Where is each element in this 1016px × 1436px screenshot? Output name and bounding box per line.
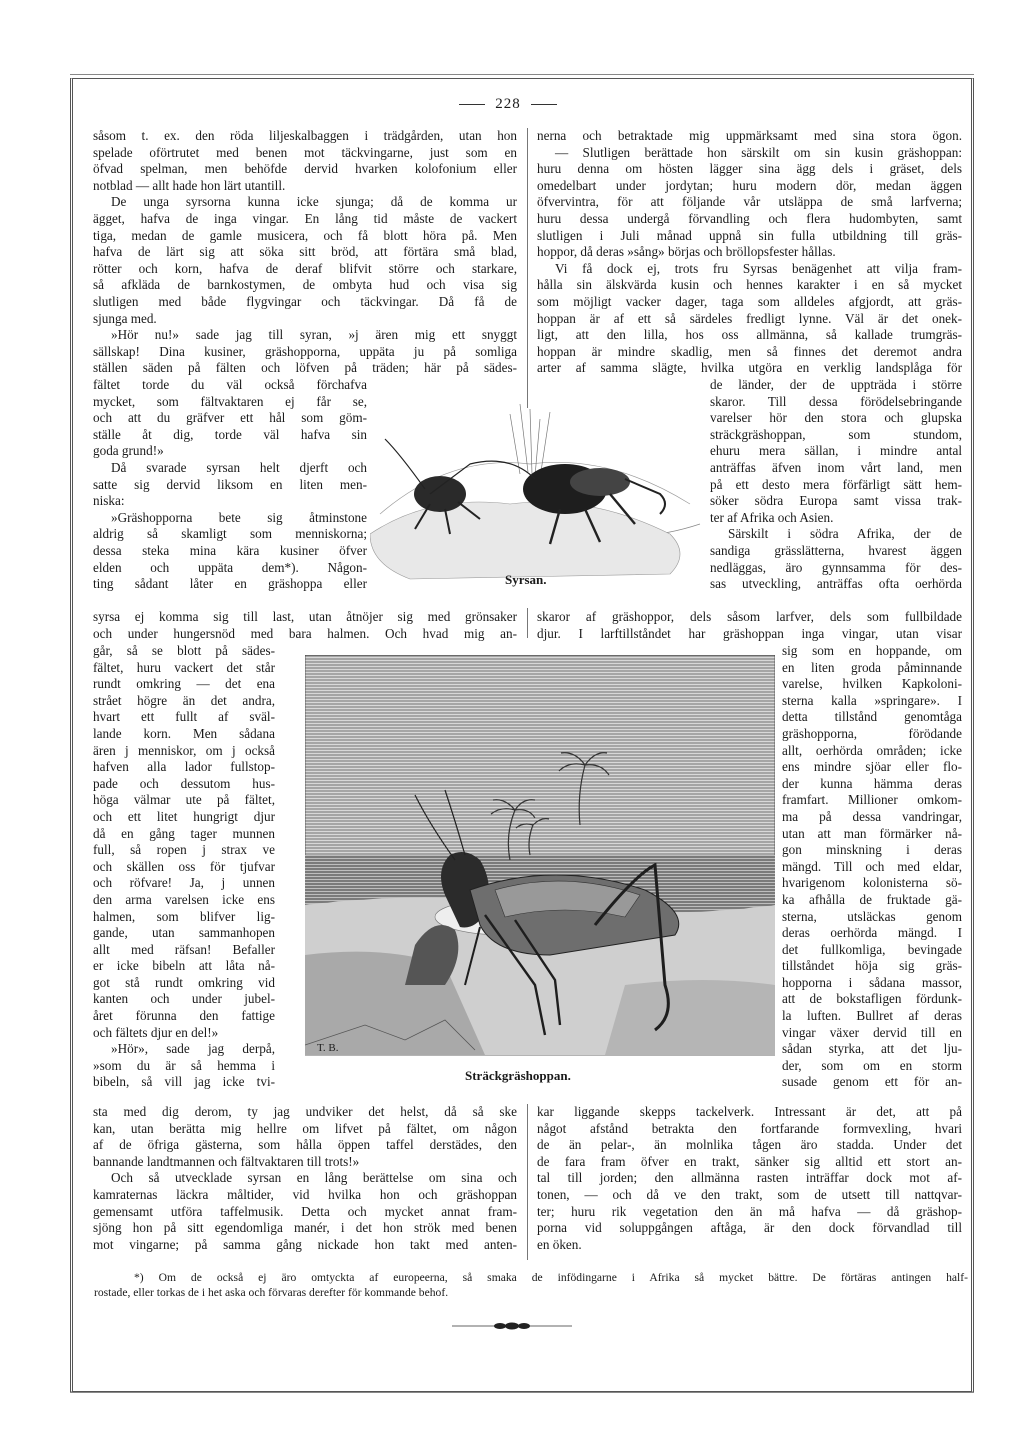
right-bottom-line: ter; huru rik vegetation den än må hafva — då gräshop-: [537, 1203, 962, 1219]
left-narrow-line: ställe åt dig, torde väl hafva sin: [93, 426, 367, 442]
left-narrow-line: ting sådant låter en gräshoppa eller: [93, 576, 367, 592]
right-thin-line: gräshopporna, förödande: [782, 725, 962, 741]
right-thin-line: tillståndet höja sig gräs-: [782, 958, 962, 974]
left-thin-line: bibeln, så vill jag icke tvi-: [93, 1074, 275, 1090]
left-thin-line: fältet, huru vackert det står: [93, 659, 275, 675]
right-bottom-line: de fara fram öfver en trakt, sänker sig alltid ett stort an-: [537, 1153, 962, 1169]
right-top-line: huru denna om hösten lägger sina ägg dels i gräset, dels: [537, 161, 962, 177]
left-bottom-line: kamraternas läckra måltider, vid hvilka hon och gräshoppan: [93, 1186, 517, 1202]
left-thin-line: året förunna den fattige: [93, 1008, 275, 1024]
right-column-beside-cricket: [710, 377, 962, 593]
right-narrow-line: sandiga grässlätterna, hvarest äggen: [710, 542, 962, 558]
right-top-line: ligt, att den lilla, hos oss allmänna, så kallade trumgräs-: [537, 327, 962, 343]
grasshopper-illustration: [305, 655, 775, 1085]
right-narrow-line: sas utveckling, anträffas ofta oerhörda: [710, 576, 962, 592]
footnote-line: *) Om de också ej äro omtyckta af europeerna, så smaka de infödingarne i Afrika så mycket bättre. De förtäras antingen half-: [134, 1271, 968, 1284]
right-top-line: slutligen i Juli månad uppnå sin fulla utbildning till gräs-: [537, 227, 962, 243]
left-thin-line: »som du är så hemma i: [93, 1057, 275, 1073]
right-bottom-line: tal till jorden; den allmänna rasten inträffar dock mot af-: [537, 1170, 962, 1186]
left-thin-line: kanten och under jubel-: [93, 991, 275, 1007]
left-bottom-line: sjöng hon på sitt egendomliga manér, i det hon strök med benen: [93, 1220, 517, 1236]
right-narrow-line: ter af Afrika och Asien.: [710, 509, 834, 525]
left-narrow-line: mycket, som fältvaktaren ej får se,: [93, 393, 367, 409]
right-thin-line: ens mindre sjöar eller flo-: [782, 759, 962, 775]
left-top-line: sällskap! Dina kusiner, gräshopporna, uppäta ju på somliga: [93, 343, 517, 359]
left-top-line: slutligen med både flygvingar och täckvingar. Då få de: [93, 293, 517, 309]
right-thin-line: sterna kalla »springare». I: [782, 692, 962, 708]
left-thin-line: och röfvare! Ja, j unnen: [93, 875, 275, 891]
right-thin-line: hopporna i sådana massor,: [782, 974, 962, 990]
left-thin-line: allt med räfsan! Befaller: [93, 941, 275, 957]
right-top-line: huru dessa undergå förvandling och flera hudombyten, samt: [537, 210, 962, 226]
page-header: [0, 96, 1016, 113]
left-thin-line: och skällen oss för tjufvar: [93, 858, 275, 874]
right-thin-line: ma på dessa vandringar,: [782, 808, 962, 824]
left-bottom-line: sta med dig derom, ty jag undviker det helst, då så ske: [93, 1104, 517, 1119]
right-top-line: öfvervintra, för att följande vår utsläppa de små larfverna;: [537, 194, 962, 210]
right-thin-line: gon minskning i deras: [782, 842, 962, 858]
left-thin-line: hafven alla lador fullstop-: [93, 759, 275, 775]
right-bottom-line: tonen, — och då ve den trakt, som de utsett till nattqvar-: [537, 1186, 962, 1202]
left-narrow-line: fältet torde du väl också förchafva: [93, 377, 367, 392]
cricket-illustration: [370, 394, 702, 594]
left-narrow-line: »Gräshopporna bete sig åtminstone: [111, 509, 367, 525]
left-thin-line: hvart ett fullt af sväl-: [93, 709, 275, 725]
left-thin-line: strået högre än det andra,: [93, 692, 275, 708]
column-divider: [527, 128, 528, 408]
left-top-line: så afkläda de barnkostymen, de ombyta hud och visa sig: [93, 277, 517, 293]
left-column-beside-grasshopper: [93, 643, 275, 1091]
right-narrow-line: nedläggas, äro gynnsamma för des-: [710, 559, 962, 575]
right-thin-line: sterna, utsläckas genom: [782, 908, 962, 924]
right-narrow-line: söker södra Europa samt vissa trak-: [710, 493, 962, 509]
left-thin-line: »Hör», sade jag derpå,: [111, 1041, 275, 1057]
right-thin-line: der kunna hämma deras: [782, 775, 962, 791]
right-thin-line: ka afhålla de fruktade gä-: [782, 891, 962, 907]
left-bottom-line: Och så utvecklade syrsan en lång berättelse om sina och: [111, 1170, 517, 1186]
right-top-line: hålla sin älskvärda kusin och hennes karakter i en så mycket: [537, 277, 962, 293]
right-narrow-line: anträffas äfven inom vårt land, men: [710, 459, 962, 475]
left-top-line: spelade oförtrutet med benen mot täckvingarne, just som en: [93, 144, 517, 160]
right-narrow-line: på ett desto mera förfärligt sätt hem-: [710, 476, 962, 492]
right-thin-line: der, som om en storm: [782, 1057, 962, 1073]
left-top-line: rötter och korn, hafva de deraf blifvit större och starkare,: [93, 260, 517, 276]
left-narrow-line: goda grund!»: [93, 443, 164, 459]
caption-syrsan: Syrsan.: [505, 572, 547, 587]
right-bottom-line: porna vid soluppgången aftåga, är den dock förvandlad till: [537, 1220, 962, 1236]
right-bottom-line: de än pelar-, än molnlika tågen äro stadda. Under det: [537, 1137, 962, 1153]
top-border-rule: [70, 74, 974, 75]
right-thin-line: la luften. Bullret af deras: [782, 1008, 962, 1024]
left-thin-line: den arma varelsen icke ens: [93, 891, 275, 907]
right-top-line: — Slutligen berättade hon särskilt om sin kusin gräshoppan:: [555, 144, 962, 160]
right-top-line: arter af samma slägte, hvilka utgöra en verklig landsplåga för: [537, 360, 962, 376]
left-narrow-line: Då svarade syrsan helt djerft och: [111, 459, 367, 475]
left-thin-line: full, så ropen j strax ve: [93, 842, 275, 858]
left-bottom-line: mot vingarne; på samma gång nickade hon takt med anten-: [93, 1236, 517, 1252]
right-thin-line: vingar växer dervid till en: [782, 1024, 962, 1040]
left-thin-line: och fältets djur en del!»: [93, 1024, 219, 1040]
left-top-line: tiga, medan de gamle musicera, och få blott höra på. Men: [93, 227, 517, 243]
right-column-beside-grasshopper: [782, 643, 962, 1091]
left-narrow-line: dessa steka mina kära kusiner öfver: [93, 542, 367, 558]
right-narrow-line: varelser hör den stora och glupska: [710, 410, 962, 426]
right-thin-line: detta tillstånd genomtåga: [782, 709, 962, 725]
left-bottom-line: kan, utan berätta mig hellre om lifvet på fältet, om någon: [93, 1120, 517, 1136]
left-thin-line: gande, utan sammanhopen: [93, 925, 275, 941]
left-column-beside-cricket: [93, 377, 367, 593]
left-thin-line: pade och dessutom hus-: [93, 775, 275, 791]
left-top-line: »Hör nu!» sade jag till syran, »j ären mig ett snyggt: [111, 327, 517, 343]
left-top-line: hafva de lärt sig att söka sitt bröd, att förtära små blad,: [93, 244, 517, 260]
engraver-signature: T. B.: [317, 1042, 339, 1054]
right-top-line: hoppor, då deras »sång» börjas och bröllopsfester hållas.: [537, 244, 836, 260]
right-narrow-line: sträckgräshoppan, som stundom,: [710, 426, 962, 442]
right-narrow-line: Särskilt i södra Afrika, der de: [728, 526, 962, 542]
right-thin-line: det fullkomliga, bevingade: [782, 941, 962, 957]
left-thin-line: och ett litet hungrigt djur: [93, 808, 275, 824]
left-top-line: De unga syrsorna kunna icke sjunga; då de komma ur: [111, 194, 517, 210]
left-top-line: ställen säden på fälten och löfven på träden; här på sädes-: [93, 360, 517, 376]
left-column-top: [93, 128, 517, 377]
left-thin-line: got stå rundt omkring vid: [93, 974, 275, 990]
left-full-line: syrsa ej komma sig till last, utan åtnöjer sig med grönsaker: [93, 609, 517, 624]
left-bottom-line: af de öfriga gästerna, som hålla öppen taffel derstädes, den: [93, 1137, 517, 1153]
right-thin-line: deras oerhörda mängd. I: [782, 925, 962, 941]
left-narrow-line: aldrig så skamligt som menniskorna;: [93, 526, 367, 542]
right-column-top: [537, 128, 962, 377]
footnote: [94, 1270, 968, 1300]
right-thin-line: sig som en hoppande, om: [782, 643, 962, 658]
left-top-line: öfvad spelman, men behöfde dervid hvarken kolofonium eller: [93, 161, 517, 177]
left-full-line: och under hungersnöd med bara halmen. Och hvad mig an-: [93, 625, 517, 641]
footnote-line: rostade, eller torkas de i het aska och förvaras derefter för kommande behof.: [94, 1286, 449, 1299]
right-thin-line: mängd. Till och med eldar,: [782, 858, 962, 874]
right-column-mid: [537, 609, 962, 642]
left-thin-line: går, så se blott på sädes-: [93, 643, 275, 658]
left-bottom-line: bannande landtmannen och fältvaktaren till trots!»: [93, 1153, 360, 1169]
right-narrow-line: ehuru mera sällan, i mindre antal: [710, 443, 962, 459]
right-top-line: nerna och betraktade mig uppmärksamt med sina stora ögon.: [537, 128, 962, 143]
right-thin-line: en liten groda påminnande: [782, 659, 962, 675]
right-thin-line: utan att man förmärker nå-: [782, 825, 962, 841]
right-narrow-line: skaror. Till dessa förödelsebringande: [710, 393, 962, 409]
left-thin-line: halmen, som blifver lig-: [93, 908, 275, 924]
left-bottom-line: gemensamt utföra taffelmusik. Detta och mycket annat fram-: [93, 1203, 517, 1219]
left-top-line: såsom t. ex. den röda liljeskalbaggen i trädgården, utan hon: [93, 128, 517, 143]
right-top-line: omedelbart under jordytan; huru modern dör, medan äggen: [537, 177, 962, 193]
right-thin-line: sådan styrka, att det lju-: [782, 1041, 962, 1057]
bottom-border-rule: [70, 1392, 974, 1393]
right-full-line: skaror af gräshoppor, dels såsom larfver, dels som fullbildade: [537, 609, 962, 624]
column-divider: [527, 608, 528, 638]
left-thin-line: ären j menniskor, om j också: [93, 742, 275, 758]
end-ornament: [452, 1321, 572, 1331]
right-column-bottom: [537, 1104, 962, 1253]
right-top-line: som möjligt vacker dager, taga som alldeles afgjordt, att gräs-: [537, 293, 962, 309]
left-top-line: ägget, hafva de inga vingar. En lång tid måste de vackert: [93, 210, 517, 226]
right-top-line: Vi få dock ej, trots fru Syrsas benägenhet att vilja fram-: [555, 260, 962, 276]
left-narrow-line: niska:: [93, 493, 125, 509]
right-bottom-line: något afstånd betrakta den fortfarande formvexling, hvari: [537, 1120, 962, 1136]
left-thin-line: rundt omkring — det ena: [93, 676, 275, 692]
left-column-mid: [93, 609, 517, 642]
right-top-line: hoppan är mindre skadlig, men så finnes det deremot andra: [537, 343, 962, 359]
column-divider: [527, 1104, 528, 1260]
left-narrow-line: satte sig dervid liksom en liten men-: [93, 476, 367, 492]
right-thin-line: susade genom ett för an-: [782, 1074, 962, 1090]
left-thin-line: då en gång tager munnen: [93, 825, 275, 841]
right-top-line: hoppan är af ett så särdeles fredligt lynne. Väl är det onek-: [537, 310, 962, 326]
left-top-line: sjunga med.: [93, 310, 157, 326]
page-number: 228: [495, 96, 521, 112]
left-column-bottom: [93, 1104, 517, 1253]
right-thin-line: framfart. Millioner omkom-: [782, 792, 962, 808]
right-narrow-line: de länder, der de uppträda i större: [710, 377, 962, 392]
left-thin-line: höga välmar ute på fältet,: [93, 792, 275, 808]
left-thin-line: lande korn. Men sådana: [93, 725, 275, 741]
left-narrow-line: elden och uppäta dem*). Någon-: [93, 559, 367, 575]
caption-strackgrashoppan: Sträckgräshoppan.: [465, 1068, 571, 1083]
right-thin-line: varelse, hvilken Kapkoloni-: [782, 676, 962, 692]
left-top-line: notblad — allt hade hon lärt utantill.: [93, 177, 286, 193]
right-full-line: djur. I larftillståndet har gräshoppan inga vingar, utan visar: [537, 625, 962, 641]
left-thin-line: er icke bibeln att låta nå-: [93, 958, 275, 974]
right-thin-line: hvarigenom kolonisterna sö-: [782, 875, 962, 891]
right-bottom-line: en öken.: [537, 1236, 582, 1252]
right-thin-line: allt, oerhörda områden; icke: [782, 742, 962, 758]
left-narrow-line: och att du gräfver ett hål som göm-: [93, 410, 367, 426]
right-thin-line: att de bokstafligen fördunk-: [782, 991, 962, 1007]
right-bottom-line: kar liggande skepps tackelverk. Intressant är det, att på: [537, 1104, 962, 1119]
